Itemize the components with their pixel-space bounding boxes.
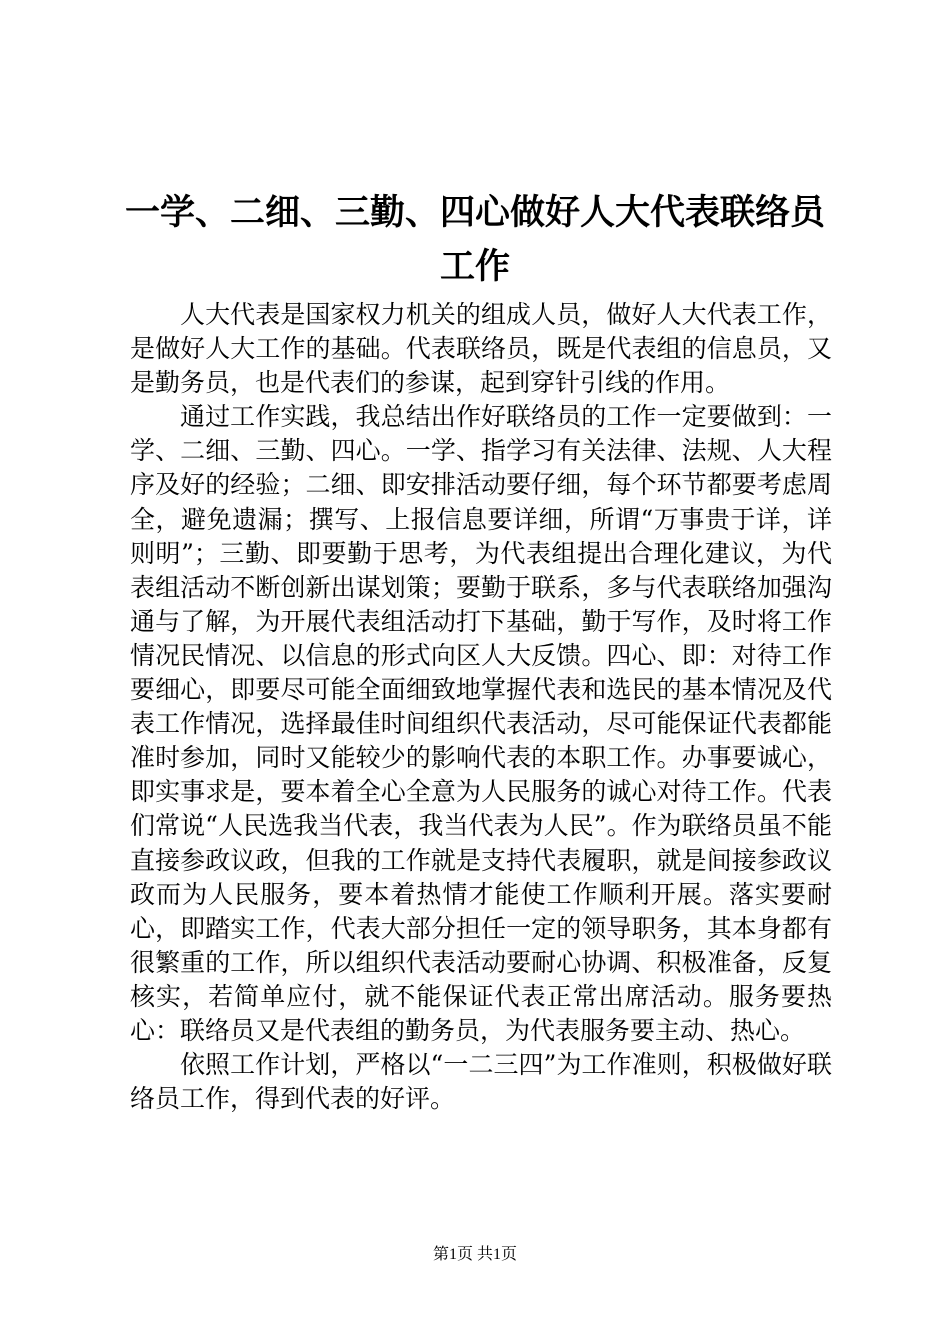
document-title (120, 186, 830, 294)
title-line-2: 工作 (439, 246, 510, 287)
document-body (130, 298, 832, 1116)
title-line-1: 一学、二细、三勤、四心做好人大代表联络员 (124, 192, 825, 233)
paragraph-2: 通过工作实践，我总结出作好联络员的工作一定要做到：一学、二细、三勤、四心。一学、指学习有关法律、法规、人大程序及好的经验；二细、即安排活动要仔细，每个环节都要考虑周全，避免遗漏；撰写、上报信息要详细，所谓“万事贵于详，详则明”；三勤、即要勤于思考，为代表组提出合理化建议，为代表组活动不断创新出谋划策；要勤于联系，多与代表联络加强沟通与了解，为开展代表组活动打下基础，勤于写作，及时将工作情况民情况、以信息的形式向区人大反馈。四心、即：对待工作要细心，即要尽可能全面细致地掌握代表和选民的基本情况及代表工作情况，选择最佳时间组织代表活动，尽可能保证代表都能准时参加，同时又能较少的影响代表的本职工作。办事要诚心，即实事求是，要本着全心全意为人民服务的诚心对待工作。代表们常说“人民选我当代表，我当代表为人民”。作为联络员虽不能直接参政议政，但我的工作就是支持代表履职，就是间接参政议政而为人民服务，要本着热情才能使工作顺利开展。落实要耐心，即踏实工作，代表大部分担任一定的领导职务，其本身都有很繁重的工作，所以组织代表活动要耐心协调、积极准备，反复核实，若简单应付，就不能保证代表正常出席活动。服务要热心：联络员又是代表组的勤务员，为代表服务要主动、热心。 (130, 402, 832, 1045)
paragraph-3: 依照工作计划，严格以“一二三四”为工作准则，积极做好联络员工作，得到代表的好评。 (130, 1050, 832, 1114)
page-footer: 第1页 共1页 (432, 1246, 517, 1263)
paragraph-1: 人大代表是国家权力机关的组成人员，做好人大代表工作，是做好人大工作的基础。代表联络员，既是代表组的信息员，又是勤务员，也是代表们的参谋，起到穿针引线的作用。 (130, 300, 832, 398)
